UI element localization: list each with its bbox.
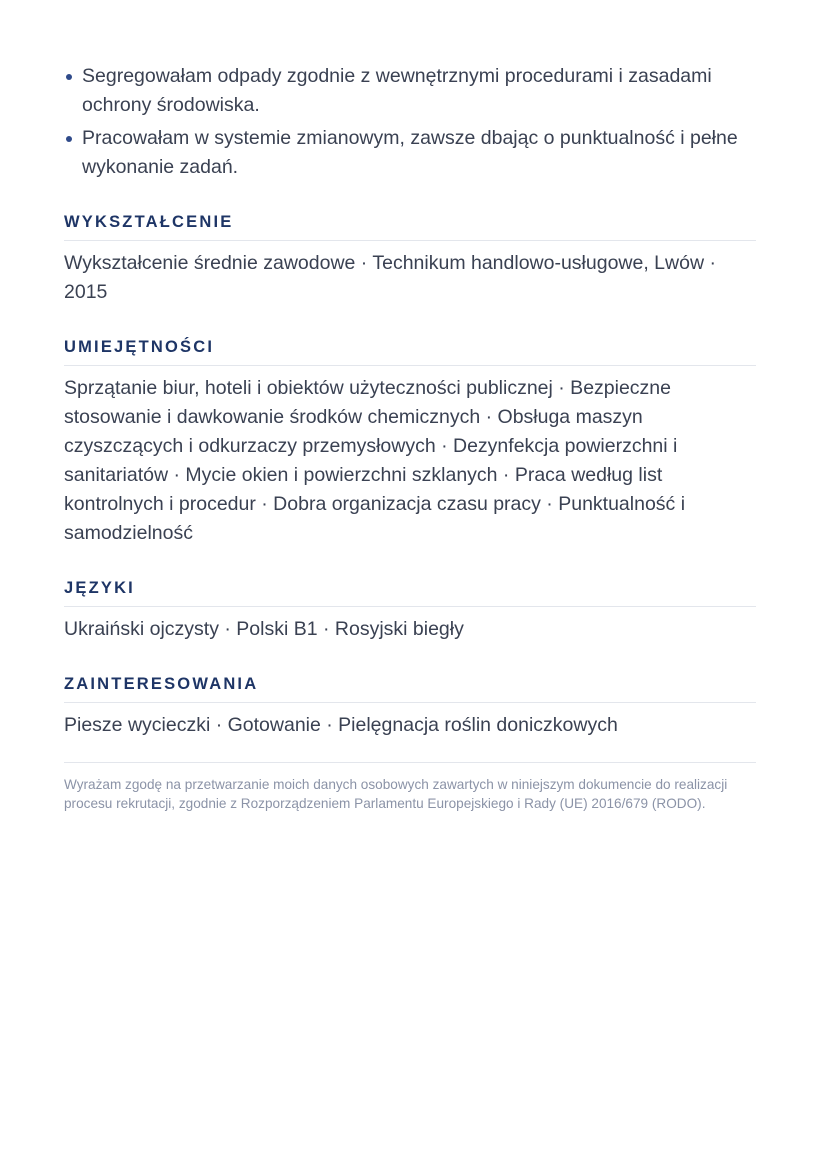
skills-heading: UMIEJĘTNOŚCI xyxy=(64,337,756,366)
education-section xyxy=(64,212,756,307)
experience-bullet xyxy=(64,62,756,120)
bullet-dot-icon xyxy=(66,74,72,80)
interests-section xyxy=(64,674,756,740)
interests-heading: ZAINTERESOWANIA xyxy=(64,674,756,703)
skills-text: Sprzątanie biur, hoteli i obiektów użyteczności publicznej · Bezpieczne stosowanie i dawkowanie środków chemicznych · Obsługa maszyn czyszczących i odkurzaczy przemysłowych · Dezynfekcja powierzchni i sanitariatów · Mycie okien i powierzchni szklanych · Praca według list kontrolnych i procedur · Dobra organizacja czasu pracy · Punktualność i samodzielność xyxy=(64,377,686,544)
education-heading: WYKSZTAŁCENIE xyxy=(64,212,756,241)
footer-divider xyxy=(64,762,756,763)
languages-text: Ukraiński ojczysty · Polski B1 · Rosyjski biegły xyxy=(64,618,464,640)
experience-bullet-text: Segregowałam odpady zgodnie z wewnętrznymi procedurami i zasadami ochrony środowiska. xyxy=(82,65,712,116)
languages-section xyxy=(64,578,756,644)
languages-heading: JĘZYKI xyxy=(64,578,756,607)
experience-bullet-list xyxy=(64,62,756,182)
resume-page xyxy=(64,62,756,813)
bullet-dot-icon xyxy=(66,136,72,142)
experience-bullet xyxy=(64,124,756,182)
experience-bullet-text: Pracowałam w systemie zmianowym, zawsze dbając o punktualność i pełne wykonanie zadań. xyxy=(82,127,738,178)
interests-text: Piesze wycieczki · Gotowanie · Pielęgnacja roślin doniczkowych xyxy=(64,714,618,736)
consent-clause: Wyrażam zgodę na przetwarzanie moich danych osobowych zawartych w niniejszym dokumencie do realizacji procesu rekrutacji, zgodnie z Rozporządzeniem Parlamentu Europejskiego i Rady (UE) 2016/679 (RODO). xyxy=(64,777,728,811)
skills-section xyxy=(64,337,756,548)
education-text: Wykształcenie średnie zawodowe · Technikum handlowo-usługowe, Lwów · 2015 xyxy=(64,252,716,303)
